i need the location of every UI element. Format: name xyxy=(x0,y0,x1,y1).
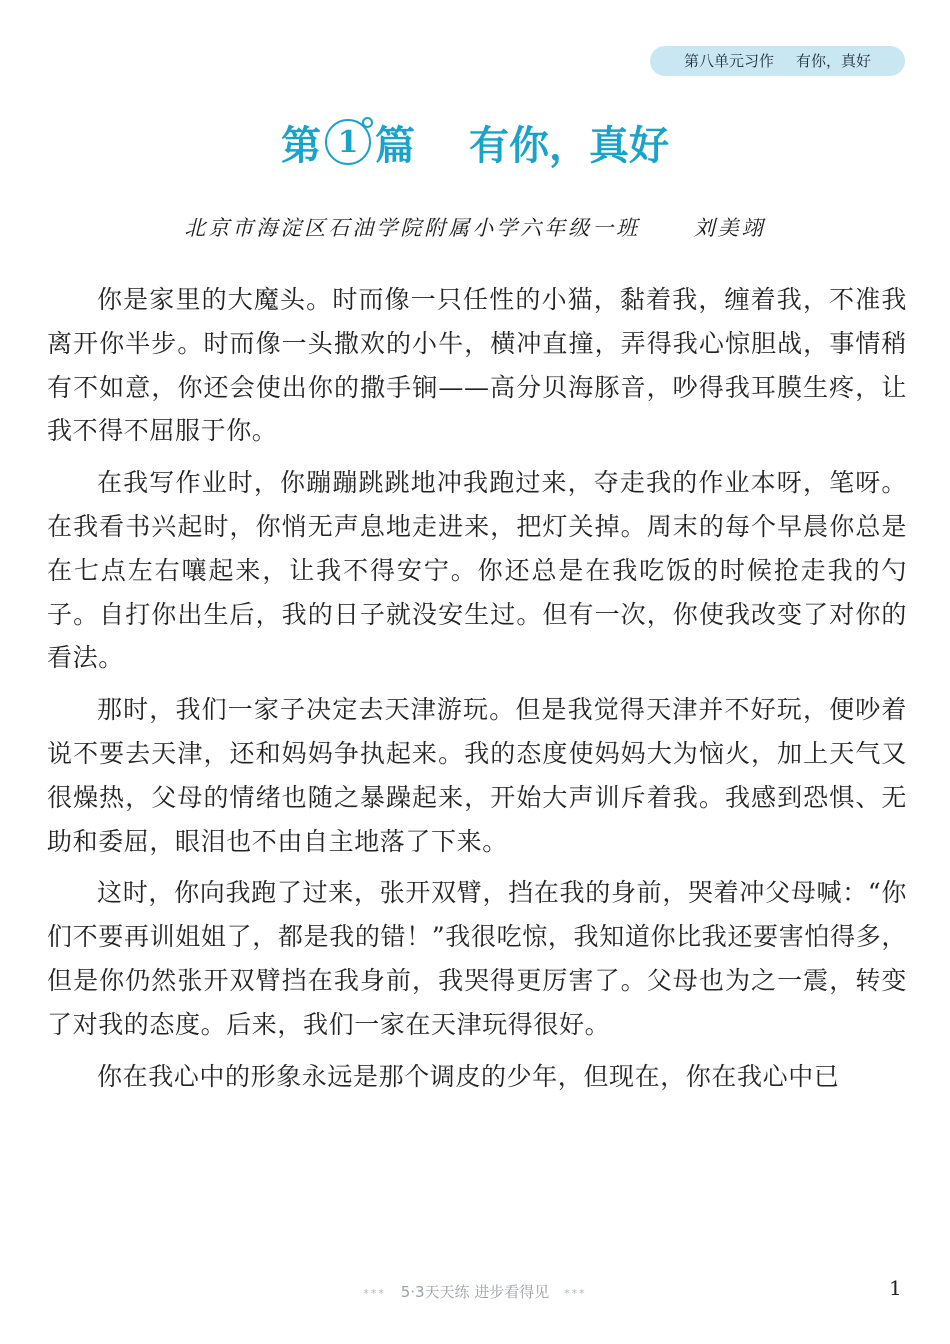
paragraph: 在我写作业时，你蹦蹦跳跳地冲我跑过来，夺走我的作业本呀，笔呀。在我看书兴起时，你悄无声息地走进来，把灯关掉。周末的每个早晨你总是在七点左右嚷起来，让我不得安宁。你还总是在我吃饭的时候抢走我的勺子。自打你出生后，我的日子就没安生过。但有一次，你使我改变了对你的看法。 xyxy=(47,468,907,673)
paragraph: 你是家里的大魔头。时而像一只任性的小猫，黏着我，缠着我，不准我离开你半步。时而像一头撒欢的小牛，横冲直撞，弄得我心惊胆战，事情稍有不如意，你还会使出你的撒手锏——高分贝海豚音，吵得我耳膜生疼，让我不得不屈服于你。 xyxy=(47,285,907,446)
title-text: 有你，真好 xyxy=(469,122,669,169)
section-tab-topic: 有你，真好 xyxy=(796,52,872,70)
footer-stars-left: *** xyxy=(363,1287,386,1300)
essay-body xyxy=(47,278,907,1106)
byline-school: 北京市海淀区石油学院附属小学六年级一班 xyxy=(184,216,641,240)
section-tab-unit: 第八单元习作 xyxy=(683,52,774,70)
byline-author: 刘美翊 xyxy=(693,216,766,240)
page-number: 1 xyxy=(889,1276,902,1300)
section-tab xyxy=(650,46,905,76)
essay-title xyxy=(0,112,950,172)
footer-slogan xyxy=(0,1281,950,1302)
paragraph: 这时，你向我跑了过来，张开双臂，挡在我的身前，哭着冲父母喊：“你们不要再训姐姐了，都是我的错！”我很吃惊，我知道你比我还要害怕得多，但是你仍然张开双臂挡在我身前，我哭得更厉害了。父母也为之一震，转变了对我的态度。后来，我们一家在天津玩得很好。 xyxy=(47,878,907,1039)
footer-text: 5·3天天练 进步看得见 xyxy=(400,1283,550,1301)
title-suffix: 篇 xyxy=(375,122,415,169)
paragraph: 那时，我们一家子决定去天津游玩。但是我觉得天津并不好玩，便吵着说不要去天津，还和妈妈争执起来。我的态度使妈妈大为恼火，加上天气又很燥热，父母的情绪也随之暴躁起来，开始大声训斥着我。我感到恐惧、无助和委屈，眼泪也不由自主地落了下来。 xyxy=(47,695,907,856)
paragraph: 你在我心中的形象永远是那个调皮的少年，但现在，你在我心中已 xyxy=(97,1061,840,1091)
title-prefix: 第 xyxy=(281,122,321,169)
title-number-badge: 1 xyxy=(325,119,371,165)
footer-stars-right: *** xyxy=(564,1287,587,1300)
byline xyxy=(0,212,950,242)
